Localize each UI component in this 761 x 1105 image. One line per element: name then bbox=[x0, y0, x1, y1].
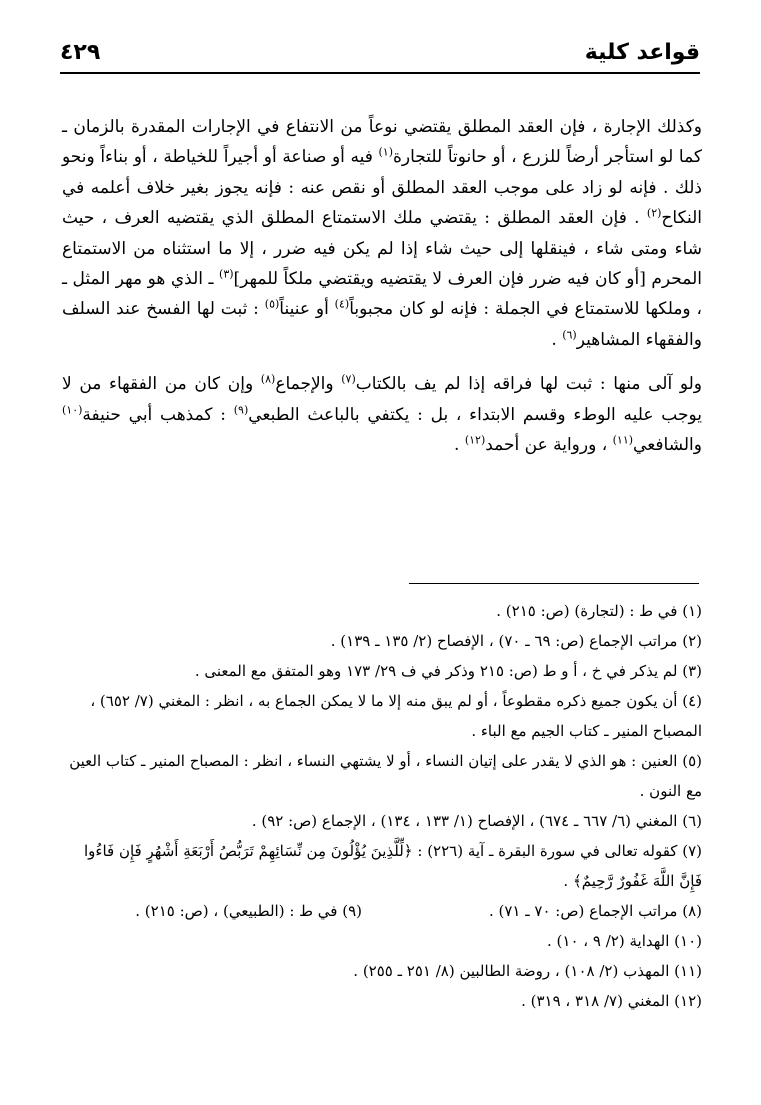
footnote-3: (٣) لم يذكر في خ ، أ و ط (ص: ٢١٥ وذكر في ف ٢٩/ ١٧٣ وهو المتفق مع المعنى . bbox=[194, 662, 702, 680]
paragraph-2 bbox=[62, 369, 702, 460]
footnote-ref: (٣) bbox=[219, 267, 234, 281]
header-rule bbox=[60, 72, 700, 74]
text-run: : ثبت لها الفسخ عند السلف والفقهاء المشاهير bbox=[62, 299, 702, 350]
footnote-12: (١٢) المغني (٧/ ٣١٨ ، ٣١٩) . bbox=[521, 992, 702, 1010]
footnote-10: (١٠) الهداية (٢/ ٩ ، ١٠) . bbox=[547, 932, 702, 950]
footnote-ref: (٢) bbox=[646, 206, 662, 220]
footnote-ref: (١٢) bbox=[464, 433, 486, 447]
footnote-separator bbox=[409, 583, 699, 584]
footnote-ref: (٧) bbox=[341, 372, 356, 386]
footnote-6: (٦) المغني (٦/ ٦٦٧ ـ ٦٧٤) ، الإفصاح (١/ ١٣٣ ، ١٣٤) ، الإجماع (ص: ٩٢) . bbox=[251, 812, 702, 830]
text-run: وإن كان من الفقهاء من لا يوجب عليه الوطء وقسم الابتداء ، بل : يكتفي بالباعث الطبعي bbox=[62, 374, 702, 425]
footnote-ref: (١٠) bbox=[62, 403, 83, 416]
footnote-ref: (٩) bbox=[233, 403, 249, 416]
footnote-5: (٥) العنين : هو الذي لا يقدر على إتيان النساء ، أو لا يشتهي النساء ، انظر : المصباح المنير ـ كتاب العين مع النون . bbox=[69, 752, 702, 800]
footnotes bbox=[62, 596, 702, 1016]
footnote-ref: (٦) bbox=[562, 328, 577, 342]
text-run: ـ الذي هو مهر المثل ـ ، وملكها للاستمتاع في الجملة : فإنه لو كان مجبوباً bbox=[62, 269, 702, 320]
footnote-ref: (٥) bbox=[264, 297, 280, 311]
footnote-11: (١١) المهذب (٢/ ١٠٨) ، روضة الطالبين (٨/ ٢٥١ ـ ٢٥٥) . bbox=[353, 962, 702, 980]
text-run: فيه أو صناعة أو أجيراً للخياطة ، أو بناءاً ونحو ذلك . فإنه لو زاد على موجب العقد المطلق أو نقص عنه : فإنه يجوز بغير خلاف أعلمه في النكاح bbox=[62, 147, 702, 229]
text-run: . bbox=[551, 329, 563, 350]
footnote-8: (٨) مراتب الإجماع (ص: ٧٠ ـ ٧١) . bbox=[488, 902, 702, 920]
text-run: : كمذهب أبي حنيفة bbox=[82, 404, 234, 425]
text-run: وكذلك الإجارة ، فإن العقد المطلق يقتضي نوعاً من الانتفاع في الإجارات المقدرة بالزمان ـ كما لو استأجر أرضاً للزرع ، أو حانوتاً للتجارة bbox=[62, 117, 702, 168]
text-run: . فإن العقد المطلق : يقتضي ملك الاستمتاع المطلق الذي يقتضيه العرف ، حيث شاء ومتى شاء ، فينقلها إلى حيث شاء إذا لم يكن فيه ضرر ، إلا ما استثناه من الاستمتاع المحرم [أو كان فيه ضرر فإن العرف لا يقتضيه ويقتضي ملكاً للمهر] bbox=[62, 208, 702, 290]
page-number: ٤٢٩ bbox=[60, 40, 101, 65]
main-text bbox=[62, 112, 702, 460]
text-run: ولو آلى منها : ثبت لها فراقه إذا لم يف بالكتاب bbox=[355, 374, 702, 395]
footnote-4: (٤) أن يكون جميع ذكره مقطوعاً ، أو لم يبق منه إلا ما لا يمكن الجماع به ، انظر : المغني (٧/ ٦٥٢) ، المصباح المنير ـ كتاب الجيم مع الباء . bbox=[90, 692, 702, 740]
footnote-ref: (١١) bbox=[612, 433, 634, 447]
paragraph-1 bbox=[62, 112, 702, 355]
footnote-9: (٩) في ط : (الطبيعي) ، (ص: ٢١٥) . bbox=[135, 902, 362, 920]
footnote-1: (١) في ط : (لتجارة) (ص: ٢١٥) . bbox=[496, 602, 702, 620]
text-run: . bbox=[454, 435, 465, 456]
footnote-2: (٢) مراتب الإجماع (ص: ٦٩ ـ ٧٠) ، الإفصاح (٢/ ١٣٥ ـ ١٣٩) . bbox=[330, 632, 702, 650]
text-run: ، ورواية عن أحمد bbox=[485, 435, 613, 456]
text-run: أو عنيناً bbox=[279, 299, 335, 320]
footnote-ref: (٤) bbox=[334, 297, 350, 311]
footnote-ref: (١) bbox=[378, 145, 393, 159]
page-header bbox=[60, 38, 700, 72]
footnote-ref: (٨) bbox=[260, 372, 276, 386]
text-run: والإجماع bbox=[275, 374, 342, 395]
footnote-row-8-9 bbox=[62, 896, 702, 926]
text-run: والشافعي bbox=[633, 435, 702, 456]
footnote-7: (٧) كقوله تعالى في سورة البقرة ـ آية (٢٢٦) : ﴿لِّلَّذِينَ يُؤْلُونَ مِن نِّسَائِهِمْ تَرَبُّصُ أَرْبَعَةِ أَشْهُرٍ فَإِن فَاءُوا فَإِنَّ اللَّهَ غَفُورٌ رَّحِيمٌ﴾ . bbox=[84, 842, 702, 890]
running-title: قواعد كلية bbox=[584, 40, 700, 65]
